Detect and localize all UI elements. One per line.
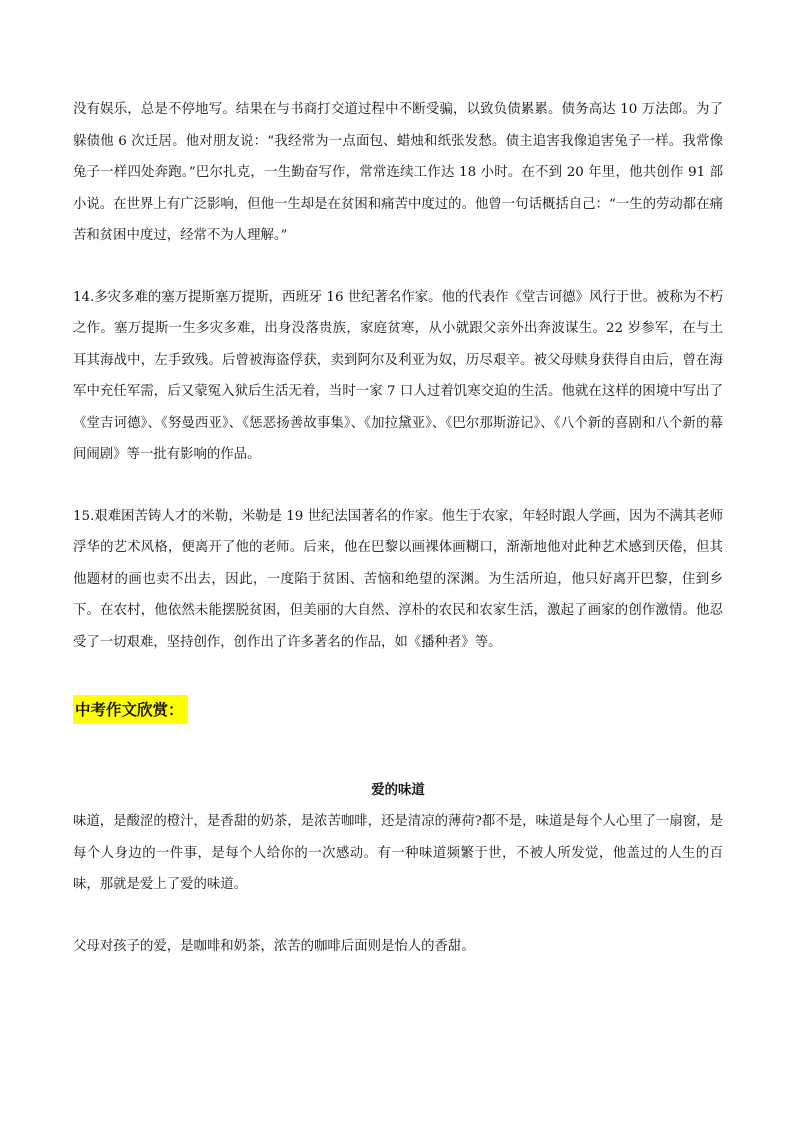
essay-paragraph-1: 味道，是酸涩的橙汁，是香甜的奶茶，是浓苦咖啡，还是清凉的薄荷?都不是，味道是每个人心里了一扇窗，是每个人身边的一件事，是每个人给你的一次感动。有一种味道频繁于世，不被人所发觉，他盖过的人生的百味，那就是爱上了爱的味道。 [73,814,723,892]
section-heading-wrapper [73,658,723,728]
paragraph-cervantes: 14.多灾多难的塞万提斯塞万提斯，西班牙 16 世纪著名作家。他的代表作《堂吉诃德》风行于世。被称为不朽之作。塞万提斯一生多灾多难，出身没落贵族，家庭贫寒，从小就跟父亲外出奔波谋生。22 岁参军，在与土耳其海战中，左手致残。后曾被海盗俘获，卖到阿尔及利亚为奴，历尽艰辛。被父母赎身获得自由后，曾在海军中充任军需，后又蒙冤入狱后生活无着，当时一家 7 口人过着饥寒交迫的生活。他就在这样的困境中写出了《堂吉诃德》、《努曼西亚》、《惩恶扬善故事集》、《加拉黛亚》、《巴尔那斯游记》、《八个新的喜剧和八个新的幕间闹剧》等一批有影响的作品。 [73,289,723,462]
paragraph-balzac: 没有娱乐，总是不停地写。结果在与书商打交道过程中不断受骗，以致负债累累。债务高达 10 万法郎。为了躲债他 6 次迁居。他对朋友说：“我经常为一点面包、蜡烛和纸张发愁。债主追害我像追害兔子一样。我常像兔子一样四处奔跑。”巴尔扎克，一生勤奋写作，常常连续工作达 18 小时。在不到 20 年里，他共创作 91 部小说。在世界上有广泛影响，但他一生却是在贫困和痛苦中度过的。他曾一句话概括自己：“一生的劳动都在痛苦和贫困中度过，经常不为人理解。” [73,102,723,243]
essay-paragraph-2: 父母对孩子的爱，是咖啡和奶茶，浓苦的咖啡后面则是怡人的香甜。 [73,938,475,954]
paragraph-millet: 15.艰难困苦铸人才的米勒，米勒是 19 世纪法国著名的作家。他生于农家，年轻时跟人学画，因为不满其老师浮华的艺术风格，便离开了他的老师。后来，他在巴黎以画裸体画糊口，渐渐地他对此种艺术感到厌倦，但其他题材的画也卖不出去，因此，一度陷于贫困、苦恼和绝望的深渊。为生活所迫，他只好离开巴黎，住到乡下。在农村，他依然未能摆脱贫困，但美丽的大自然、淳朴的农民和农家生活，激起了画家的创作激情。他忍受了一切艰难，坚持创作，创作出了许多著名的作品，如《播种者》等。 [73,508,723,650]
essay-title: 爱的味道 [371,781,425,798]
document-page [73,94,723,962]
section-heading: 中考作文欣赏： [73,695,188,724]
